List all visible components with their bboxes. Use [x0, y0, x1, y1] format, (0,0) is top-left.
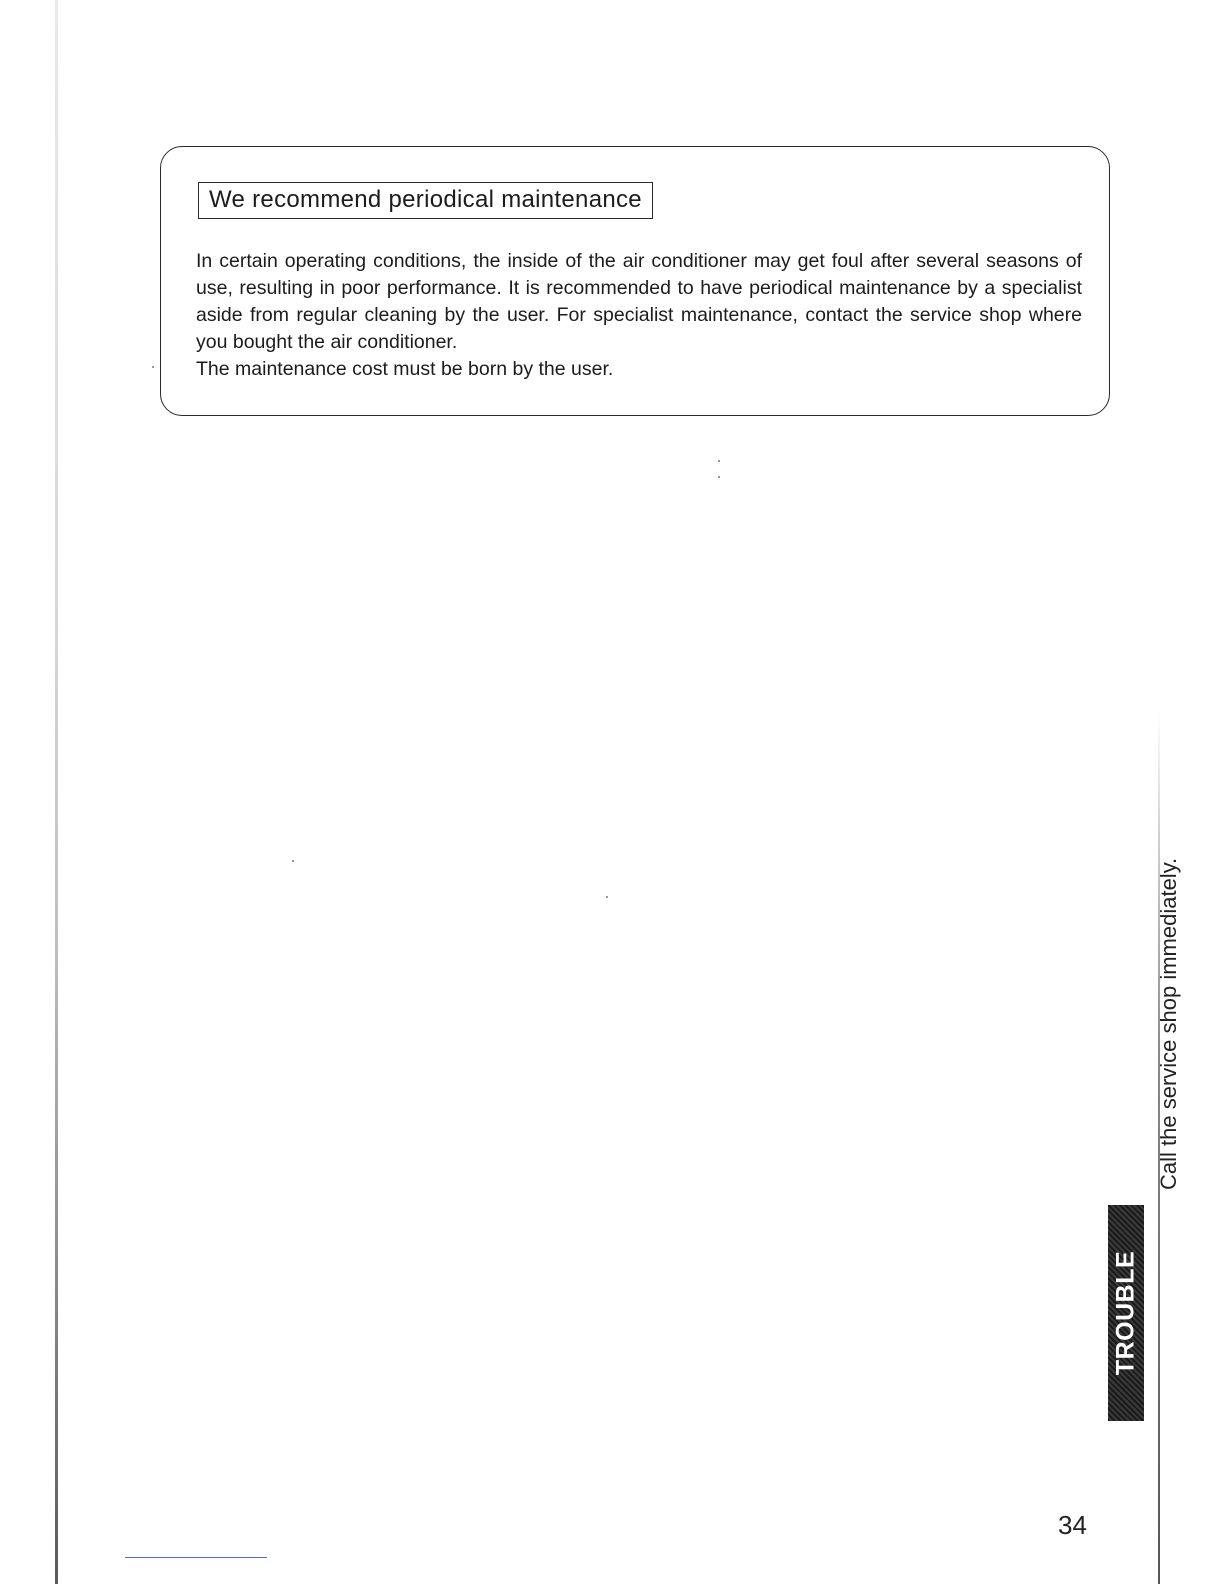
scan-edge-left: [55, 0, 58, 1584]
scan-speck: [606, 896, 608, 898]
side-caption-clip: [1128, 857, 1181, 1190]
scan-speck: [292, 860, 294, 862]
page-number: 34: [1058, 1510, 1087, 1540]
scan-speck: [718, 476, 720, 478]
notice-paragraph: The maintenance cost must be born by the user.: [196, 358, 614, 380]
section-tab-label: TROUBLE: [1111, 1250, 1140, 1376]
scan-speck: [152, 366, 154, 368]
notice-body: [196, 248, 1082, 383]
scan-speck: [718, 460, 720, 462]
notice-title: We recommend periodical maintenance: [198, 182, 653, 219]
section-tab: [1108, 1205, 1144, 1421]
scan-mark-bottom: [125, 1557, 267, 1558]
notice-paragraph: In certain operating conditions, the inside of the air conditioner may get foul after several seasons of use, resulting in poor performance. It is recommended to have periodical maintenance by a specialist aside from regular cleaning by the user. For specialist maintenance, contact the service shop where you bought the air conditioner.: [196, 250, 1082, 353]
side-caption: Call the service shop immediately.: [1156, 857, 1181, 1190]
